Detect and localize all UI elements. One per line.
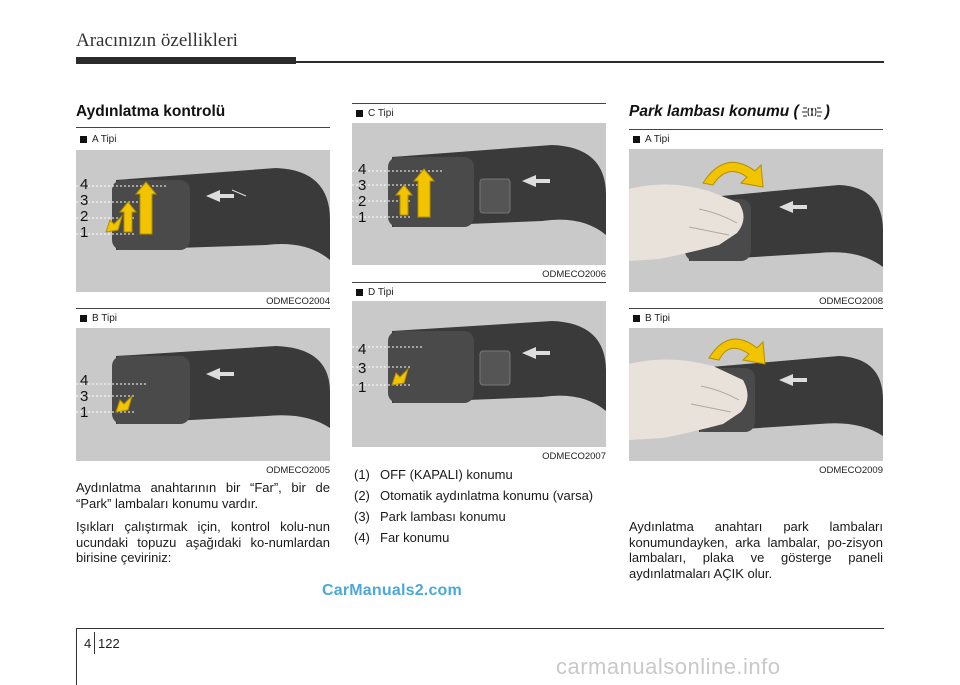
figure-code-a: ODMECO2008: [819, 296, 883, 307]
position-numbers-c: 4 3 2 1: [358, 161, 367, 226]
figure-rule: [352, 282, 606, 283]
figure-code-c: ODMECO2006: [542, 269, 606, 280]
footer-separator: [94, 632, 95, 654]
type-label-d: D Tipi: [356, 287, 394, 298]
type-label-a: A Tipi: [80, 134, 116, 145]
footer-page-number: 122: [98, 636, 120, 651]
header-rule: [296, 61, 884, 63]
page-header-title: Aracınızın özellikleri: [76, 30, 238, 51]
figure-rule: [629, 308, 883, 309]
section-title-park-lamp: Park lambası konumu ( ): [629, 103, 830, 120]
footer-vertical-rule: [76, 628, 77, 685]
figure-rule: [76, 127, 330, 128]
figure-lever-b: [76, 328, 330, 461]
bullet-square-icon: [356, 110, 363, 117]
site-watermark: carmanualsonline.info: [556, 654, 781, 679]
paragraph-instructions: Işıkları çalıştırmak için, kontrol kolu-nun ucundaki topuzu aşağıdaki ko-numlardan birisine çeviriniz:: [76, 519, 330, 565]
figure-code-d: ODMECO2007: [542, 451, 606, 462]
type-label-a: A Tipi: [633, 134, 669, 145]
bullet-square-icon: [80, 315, 87, 322]
paragraph-park-lamp: Aydınlatma anahtarı park lambaları konumundayken, arka lambalar, po-zisyon lambaları, plaka ve gösterge paneli aydınlatmaları AÇIK olur.: [629, 519, 883, 581]
figure-code-b: ODMECO2005: [266, 465, 330, 476]
bullet-square-icon: [356, 289, 363, 296]
figure-code-b: ODMECO2009: [819, 465, 883, 476]
position-numbers-d: 4 3 1: [358, 341, 367, 396]
type-label-b: B Tipi: [633, 313, 670, 324]
figure-code-a: ODMECO2004: [266, 296, 330, 307]
watermark-link[interactable]: CarManuals2.com: [322, 582, 462, 599]
list-item: (2) Otomatik aydınlatma konumu (varsa): [354, 488, 594, 503]
list-item: (1) OFF (KAPALI) konumu: [354, 467, 513, 482]
paragraph-intro: Aydınlatma anahtarının bir “Far”, bir de “Park” lambaları konumu vardır.: [76, 480, 330, 511]
section-title-lighting-control: Aydınlatma kontrolü: [76, 103, 226, 120]
park-lamp-icon: [801, 106, 823, 118]
figure-lever-d: [352, 301, 606, 447]
figure-lever-c: [352, 123, 606, 265]
position-numbers-b: 4 3 1: [80, 372, 89, 421]
figure-rule: [352, 103, 606, 104]
footer-rule: [76, 628, 884, 629]
bullet-square-icon: [633, 136, 640, 143]
footer-chapter-number: 4: [84, 636, 92, 651]
header-accent-bar: [76, 57, 296, 64]
bullet-square-icon: [633, 315, 640, 322]
type-label-b: B Tipi: [80, 313, 117, 324]
figure-hand-lever-b: [629, 328, 883, 461]
bullet-square-icon: [80, 136, 87, 143]
figure-rule: [629, 129, 883, 130]
list-item: (3) Park lambası konumu: [354, 509, 506, 524]
position-numbers-a: 4 3 2 1: [80, 176, 89, 241]
figure-rule: [76, 308, 330, 309]
figure-lever-a: [76, 150, 330, 292]
type-label-c: C Tipi: [356, 108, 394, 119]
position-list: [354, 467, 606, 551]
list-item: (4) Far konumu: [354, 530, 450, 545]
figure-hand-lever-a: [629, 149, 883, 292]
